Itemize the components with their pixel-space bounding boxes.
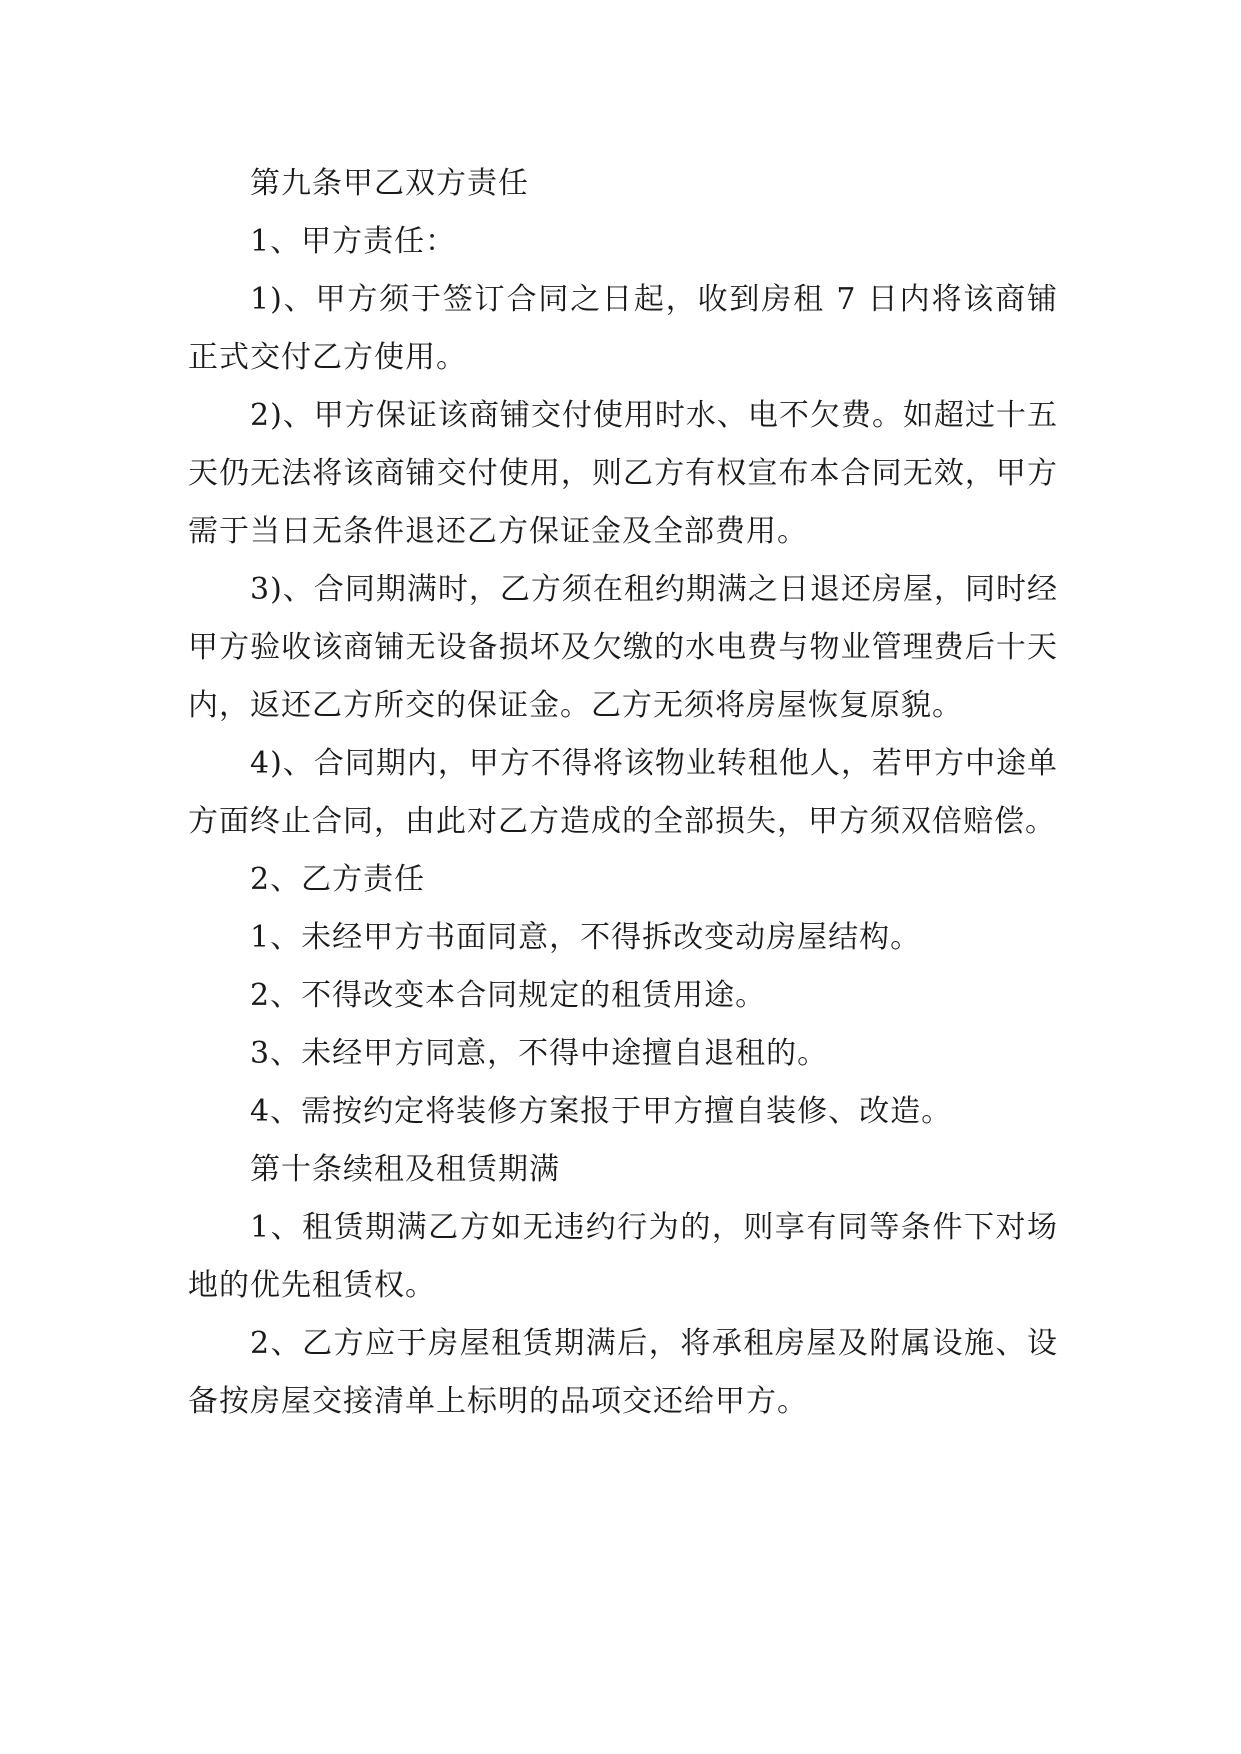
party-a-clause-3: 3)、合同期满时，乙方须在租约期满之日退还房屋，同时经甲方验收该商铺无设备损坏及欠缴的水电费与物业管理费后十天内，返还乙方所交的保证金。乙方无须将房屋恢复原貌。 bbox=[188, 572, 1058, 723]
renewal-clause-2: 2、乙方应于房屋租赁期满后，将承租房屋及附属设施、设备按房屋交接清单上标明的品项交还给甲方。 bbox=[188, 1326, 1058, 1419]
party-a-clause-4: 4)、合同期内，甲方不得将该物业转租他人，若甲方中途单方面终止合同，由此对乙方造成的全部损失，甲方须双倍赔偿。 bbox=[188, 746, 1058, 839]
document-body bbox=[188, 155, 1058, 1431]
party-b-heading: 2、乙方责任 bbox=[250, 862, 426, 897]
renewal-clause-1: 1、租赁期满乙方如无违约行为的，则享有同等条件下对场地的优先租赁权。 bbox=[188, 1210, 1058, 1303]
article-9-heading: 第九条甲乙双方责任 bbox=[250, 166, 529, 201]
party-a-clause-1: 1)、甲方须于签订合同之日起，收到房租 7 日内将该商铺正式交付乙方使用。 bbox=[188, 282, 1058, 375]
party-b-clause-1: 1、未经甲方书面同意，不得拆改变动房屋结构。 bbox=[250, 920, 922, 955]
party-a-heading: 1、甲方责任： bbox=[250, 224, 457, 259]
article-10-heading: 第十条续租及租赁期满 bbox=[250, 1152, 560, 1187]
party-b-clause-3: 3、未经甲方同意，不得中途擅自退租的。 bbox=[250, 1036, 829, 1071]
party-b-clause-2: 2、不得改变本合同规定的租赁用途。 bbox=[250, 978, 767, 1013]
party-a-clause-2: 2)、甲方保证该商铺交付使用时水、电不欠费。如超过十五天仍无法将该商铺交付使用，则乙方有权宣布本合同无效，甲方需于当日无条件退还乙方保证金及全部费用。 bbox=[188, 398, 1058, 549]
party-b-clause-4: 4、需按约定将装修方案报于甲方擅自装修、改造。 bbox=[250, 1094, 953, 1129]
